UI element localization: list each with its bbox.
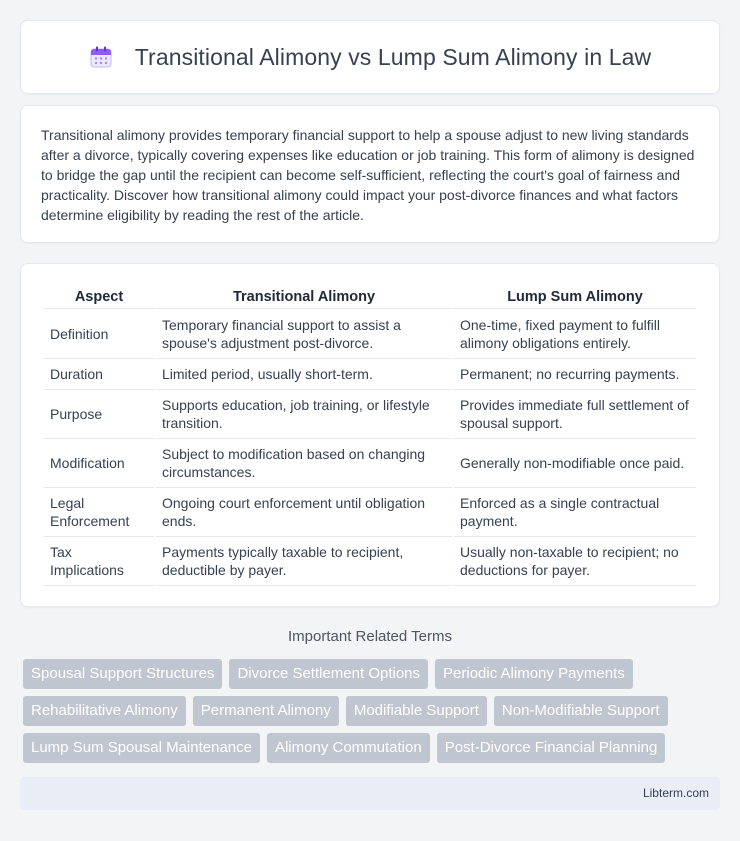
related-term-tag[interactable]: Spousal Support Structures (23, 659, 222, 689)
tag-row (23, 659, 723, 689)
cell-lump-sum: Provides immediate full settlement of spousal support. (454, 390, 696, 439)
calendar-icon (89, 45, 113, 69)
cell-aspect: Modification (44, 439, 154, 488)
footer (20, 777, 720, 810)
cell-transitional: Ongoing court enforcement until obligation ends. (156, 488, 452, 537)
header-aspect: Aspect (44, 284, 154, 309)
related-term-tag[interactable]: Alimony Commutation (267, 733, 430, 763)
related-term-tag[interactable]: Post-Divorce Financial Planning (437, 733, 666, 763)
cell-aspect: Duration (44, 359, 154, 390)
table-row (44, 537, 696, 586)
related-term-tag[interactable]: Rehabilitative Alimony (23, 696, 186, 726)
tag-row (23, 733, 723, 763)
table-row (44, 359, 696, 390)
page-title: Transitional Alimony vs Lump Sum Alimony in Law (134, 43, 652, 70)
table-row (44, 488, 696, 537)
cell-transitional: Payments typically taxable to recipient, deductible by payer. (156, 537, 452, 586)
related-terms-title: Important Related Terms (288, 628, 452, 645)
cell-transitional: Supports education, job training, or lifestyle transition. (156, 390, 452, 439)
tag-row (23, 696, 723, 726)
cell-transitional: Subject to modification based on changing circumstances. (156, 439, 452, 488)
related-terms-list (23, 659, 723, 770)
cell-transitional: Temporary financial support to assist a spouse's adjustment post-divorce. (156, 309, 452, 359)
comparison-table-card (20, 263, 720, 607)
cell-aspect: Legal Enforcement (44, 488, 154, 537)
header-lump-sum: Lump Sum Alimony (454, 284, 696, 309)
comparison-table (42, 284, 698, 586)
cell-lump-sum: Generally non-modifiable once paid. (454, 439, 696, 488)
table-row (44, 439, 696, 488)
related-term-tag[interactable]: Divorce Settlement Options (229, 659, 428, 689)
footer-site-link[interactable]: Libterm.com (642, 786, 709, 800)
cell-lump-sum: One-time, fixed payment to fulfill alimony obligations entirely. (454, 309, 696, 359)
table-header-row (44, 284, 696, 309)
table-row (44, 309, 696, 359)
intro-paragraph: Transitional alimony provides temporary financial support to help a spouse adjust to new living standards after a divorce, typically covering expenses like education or job training. This form of alimony is designed to bridge the gap until the recipient can become self-sufficient, reflecting the court's goal of fairness and practicality. Discover how transitional alimony could impact your post-divorce finances and what factors determine eligibility by reading the rest of the article. (41, 127, 695, 223)
related-term-tag[interactable]: Modifiable Support (346, 696, 487, 726)
related-term-tag[interactable]: Non-Modifiable Support (494, 696, 668, 726)
cell-aspect: Definition (44, 309, 154, 359)
header-transitional: Transitional Alimony (156, 284, 452, 309)
related-term-tag[interactable]: Permanent Alimony (193, 696, 339, 726)
cell-lump-sum: Enforced as a single contractual payment. (454, 488, 696, 537)
table-row (44, 390, 696, 439)
header-card (20, 20, 720, 94)
cell-lump-sum: Usually non-taxable to recipient; no deductions for payer. (454, 537, 696, 586)
cell-transitional: Limited period, usually short-term. (156, 359, 452, 390)
cell-aspect: Tax Implications (44, 537, 154, 586)
intro-card (20, 105, 720, 243)
cell-aspect: Purpose (44, 390, 154, 439)
related-term-tag[interactable]: Lump Sum Spousal Maintenance (23, 733, 260, 763)
related-term-tag[interactable]: Periodic Alimony Payments (435, 659, 633, 689)
cell-lump-sum: Permanent; no recurring payments. (454, 359, 696, 390)
